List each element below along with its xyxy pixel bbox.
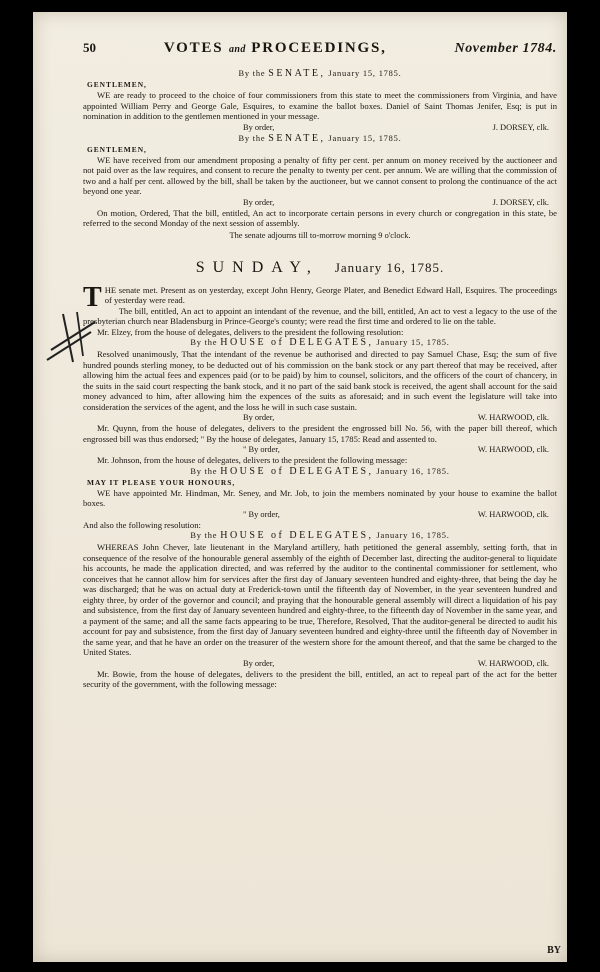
signature-5: " By order, W. HARWOOD, clk. <box>243 509 549 519</box>
senate-heading-2: By the SENATE, January 15, 1785. <box>238 132 402 144</box>
page-number: 50 <box>83 40 96 55</box>
bill-second-reading: The bill, entitled, An act to appoint an intendant of the revenue, and the bill, entitled, An act to vest a legacy to the use of the presbyterian church near Bladensburg in Prince-George's county; were read the first time and ordered to lie on the table. <box>83 305 557 326</box>
salutation-3: MAY IT PLEASE YOUR HONOURS, <box>87 477 236 487</box>
page-title: VOTES and PROCEEDINGS, <box>163 40 387 56</box>
page-date: November 1784. <box>454 41 557 56</box>
adjournment: The senate adjourns till to-morrow morning 9 o'clock. <box>229 230 411 240</box>
senate-message-1: WE are ready to proceed to the choice of four commissioners from this state to meet the commissioners from Virginia, and have appointed William Perry and George Gale, Esquires, to examine the ballot boxes. Daniel of Saint Thomas Jenifer, Esq; is put in nomination in addition to the gentlemen mentioned in your message. <box>83 90 557 121</box>
signature-6: By order, W. HARWOOD, clk. <box>243 658 549 668</box>
salutation-2: GENTLEMEN, <box>87 144 147 154</box>
senate-message-2: WE have received from our amendment proposing a penalty of fifty per cent. per annum on money received by the auctioneer and not paid over as the law requires, and consent to recure the penalty to twenty per cent. per annum. We are willing that the commission of two and a half per cent. allowed by the bill, shall be taken by the auctioneer, but we cannot consent to prolong the continuance of the act beyond one year. <box>83 154 557 196</box>
day-heading: SUNDAY, January 16, 1785. <box>195 258 445 276</box>
signature-3: By order, W. HARWOOD, clk. <box>243 413 549 422</box>
bowie-message: Mr. Bowie, from the house of delegates, delivers to the president the bill, entitled, an act to repeal part of the act for the better security of the government, with the following message: <box>83 668 557 689</box>
session-opening: THE senate met. Present as on yesterday, except John Henry, George Plater, and Benedict Edward Hall, Esquires. The proceedings of yesterday were read. <box>83 281 557 313</box>
house-heading-3: By the HOUSE of DELEGATES, January 16, 1785. <box>190 530 450 541</box>
signature-1: By order, J. DORSEY, clk. <box>243 122 549 132</box>
house-heading-2: By the HOUSE of DELEGATES, January 16, 1785. <box>190 465 450 477</box>
salutation-1: GENTLEMEN, <box>87 80 147 89</box>
quynn-message: Mr. Quynn, from the house of delegates, delivers to the president the engrossed bill No. 56, with the paper bill thereof, which engrossed bill was thus endorsed; " By the house of delegates, January 15, 1785: Read and assented to. <box>83 423 557 444</box>
house-heading-1: By the HOUSE of DELEGATES, January 15, 1785. <box>190 337 450 348</box>
motion-ordered: On motion, Ordered, That the bill, entitled, An act to incorporate certain persons in every church or congregation in this state, be referred to the second Monday of the next session of assembly. <box>83 207 557 228</box>
whereas-chever: WHEREAS John Chever, late lieutenant in the Maryland artillery, hath petitioned the general assembly, setting forth, that in consequence of the resolve of the honourable general assembly of the eighth of December last, directing the auditor-general to liquidate his accounts, he made the application directed, and was referred by the auditor to the continental commissioner for settlement, who conceives that he cannot allow him for services after the first day of January seventeen hundred and eighty-three, that being the day he was discharged; that he was on actual duty at Frederick-town until the fifteenth day of November, in the year seventeen hundred and eighty three, by order of the governor and council; and praying that the honourable general assembly will direct a liquidation of his pay and subsistence, from the first day of January seventeen hundred and eighty-three, to the fifteenth day of November in the same year, and a payment of the same; and all the same facts appearing to be true, Therefore, Resolved, That the auditor-general be directed to audit his account for pay and subsistence, from the first day of January seventeen hundred and eighty-three until the fifteenth day of November in the same year, and that he have an order on the treasurer of the western shore for the amount thereof, and that the same be charged to the United States. <box>83 542 557 657</box>
page-header <box>83 40 557 68</box>
signature-2: By order, J. DORSEY, clk. <box>243 197 549 207</box>
following-resolution: And also the following resolution: <box>83 519 201 530</box>
resolution-unanimous: Resolved unanimously, That the intendant of the revenue be authorised and directed to pay Samuel Chase, Esq; the sum of five hundred pounds sterling money, to be deducted out of his commission on the bank stock or any part thereof that may be received, after allowing him the actual fees and expences paid (or to be paid) by him to counsel, solicitors, and the officers of the court of chancery, in the suits in the said court respecting the bank stock, and it no part of the said bank stock is received, the agent shall account for the said money advanced to him, after allowing him the expences of the suits as aforesaid; and in such event the legislature will take into consideration the services of the agent, and the loss he will in such case sustain. <box>83 349 557 412</box>
ballot-appointment: WE have appointed Mr. Hindman, Mr. Seney, and Mr. Job, to join the members nominated by your house to examine the ballot boxes. <box>83 487 557 508</box>
signature-4: " By order, W. HARWOOD, clk. <box>243 445 549 454</box>
elzey-message: Mr. Elzey, from the house of delegates, delivers to the president the following resolution: <box>97 326 404 337</box>
johnson-message: Mr. Johnson, from the house of delegates, delivers to the president the following message: <box>97 455 408 465</box>
senate-heading-1: By the SENATE, January 15, 1785. <box>238 68 402 79</box>
catchword: BY <box>547 945 561 956</box>
document-page <box>33 12 567 962</box>
